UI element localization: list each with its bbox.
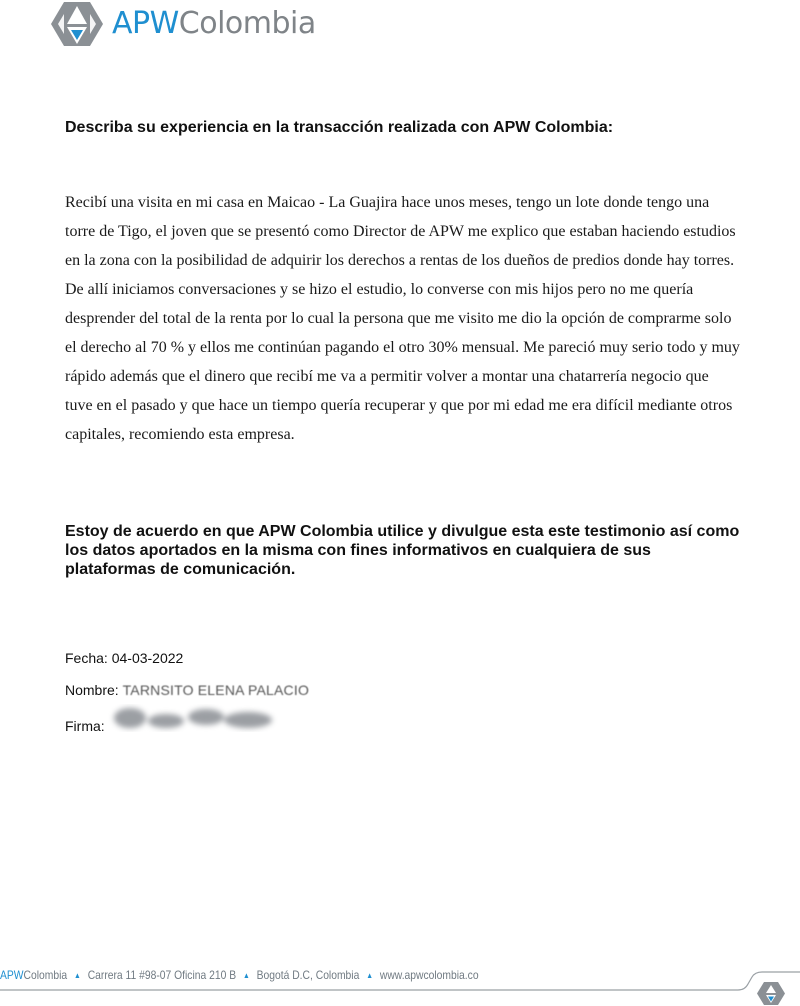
footer-brand-colombia: Colombia xyxy=(23,968,68,982)
apw-logo-icon xyxy=(50,0,104,48)
apw-footer-logo-icon xyxy=(756,981,786,1006)
footer-brand-apw: APW xyxy=(0,968,24,982)
name-label: Nombre: xyxy=(65,682,119,698)
triangle-icon: ▲ xyxy=(74,970,81,980)
signature-label: Firma: xyxy=(65,718,105,734)
date-field xyxy=(65,650,183,666)
footer-contact xyxy=(0,966,479,984)
consent-statement: Estoy de acuerdo en que APW Colombia utilice y divulgue esta este testimonio así como los datos aportados en la misma con fines informativos en cualquiera de sus plataformas de comunicación. xyxy=(65,523,740,578)
name-field xyxy=(65,682,309,698)
footer-city: Bogotá D.C, Colombia xyxy=(256,968,360,982)
logo-wordmark xyxy=(112,2,316,46)
logo-apw-text: APW xyxy=(112,6,179,41)
signature-field xyxy=(65,718,105,734)
footer-address: Carrera 11 #98-07 Oficina 210 B xyxy=(87,968,237,982)
logo-colombia-text: Colombia xyxy=(178,6,316,41)
date-label: Fecha: xyxy=(65,650,108,666)
date-value: 04-03-2022 xyxy=(111,650,184,666)
footer-website[interactable]: www.apwcolombia.co xyxy=(379,968,479,982)
triangle-icon: ▲ xyxy=(366,970,374,980)
company-logo xyxy=(50,0,316,48)
triangle-icon: ▲ xyxy=(242,970,250,980)
name-value: TARNSITO ELENA PALACIO xyxy=(122,682,310,698)
question-heading: Describa su experiencia en la transacción realizada con APW Colombia: xyxy=(65,119,614,136)
testimonial-text: Recibí una visita en mi casa en Maicao - La Guajira hace unos meses, tengo un lote donde tengo una torre de Tigo, el joven que se presentó como Director de APW me explico que estaban haciendo estudios en la zona con la posibilidad de adquirir los derechos a rentas de los dueños de predios donde hay torres. De allí iniciamos conversaciones y se hizo el estudio, lo converse con mis hijos pero no me quería desprender del total de la renta por lo cual la persona que me visito me dio la opción de comprarme solo el derecho al 70 % y ellos me continúan pagando el otro 30% mensual. Me pareció muy serio todo y muy rápido además que el dinero que recibí me va a permitir volver a montar una chatarrería negocio que tuve en el pasado y que hace un tiempo quería recuperar y que por mi edad me era difícil mediante otros capitales, recomiendo esta empresa. xyxy=(65,194,740,443)
signature-image xyxy=(108,704,293,732)
footer-brand xyxy=(0,968,67,982)
